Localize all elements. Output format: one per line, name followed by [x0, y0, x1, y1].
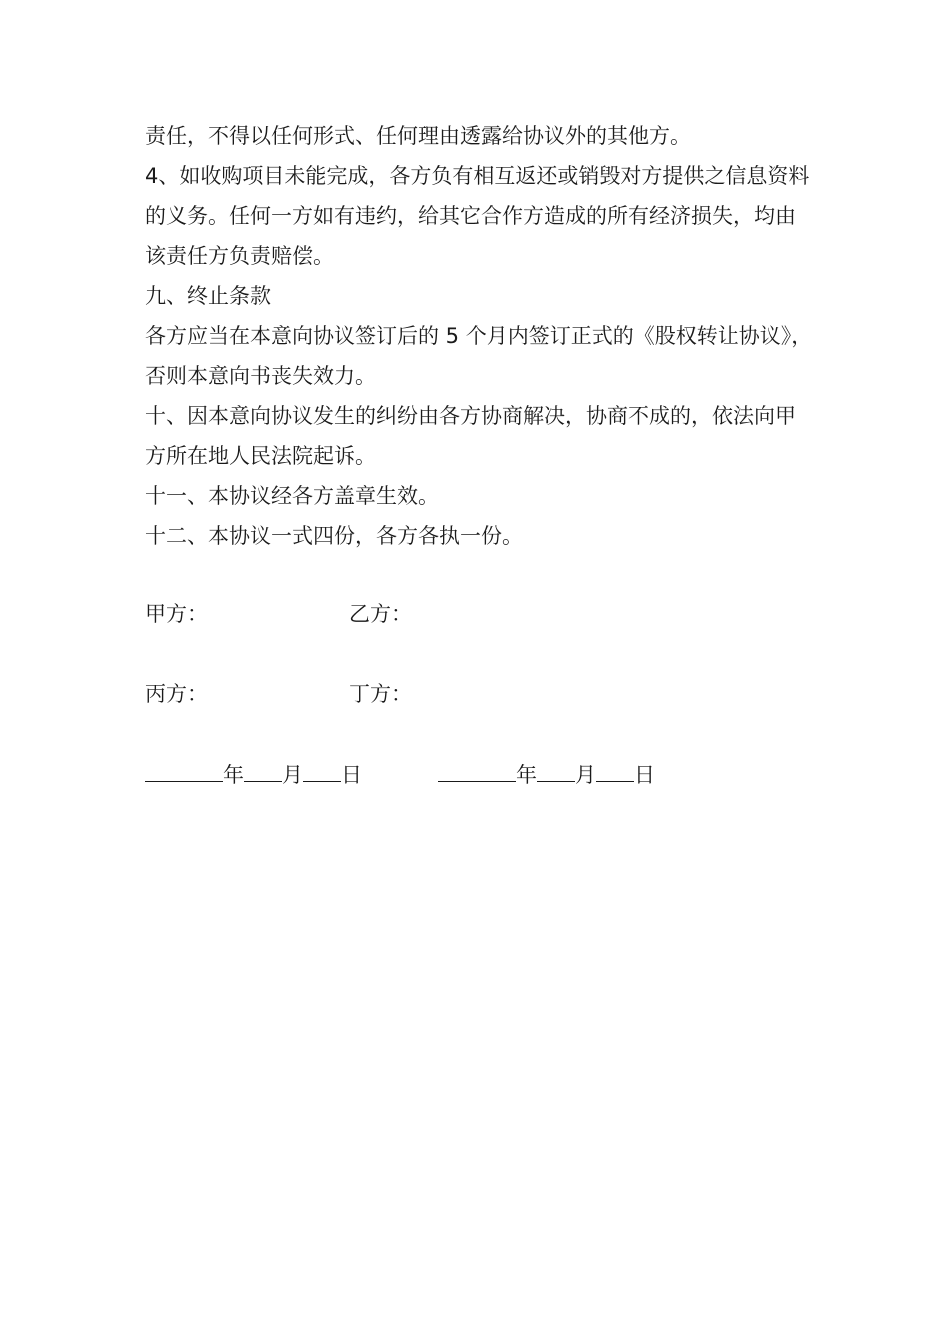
month-label: 月: [575, 763, 596, 787]
date-row: [145, 759, 815, 789]
month-blank: [537, 759, 575, 782]
month-label: 月: [282, 763, 303, 787]
day-label: 日: [341, 763, 362, 787]
paragraph-clause-4: 4、如收购项目未能完成，各方负有相互返还或销毁对方提供之信息资料的义务。任何一方如有违约，给其它合作方造成的所有经济损失，均由该责任方负责赔偿。: [145, 164, 810, 268]
party-b-label: 乙方：: [349, 602, 412, 626]
day-label: 日: [634, 763, 655, 787]
paragraph-confidentiality-end: 责任，不得以任何形式、任何理由透露给协议外的其他方。: [145, 124, 691, 148]
year-blank: [438, 759, 516, 782]
section-heading-termination: 九、终止条款: [145, 284, 271, 308]
month-blank: [244, 759, 282, 782]
paragraph-clause-11-effective: 十一、本协议经各方盖章生效。: [145, 484, 439, 508]
paragraph-clause-12-copies: 十二、本协议一式四份，各方各执一份。: [145, 524, 523, 548]
party-c-label: 丙方：: [145, 682, 208, 706]
year-label: 年: [223, 763, 244, 787]
date-left: [145, 759, 362, 790]
date-right: [438, 759, 655, 790]
day-blank: [596, 759, 634, 782]
day-blank: [303, 759, 341, 782]
year-blank: [145, 759, 223, 782]
year-label: 年: [516, 763, 537, 787]
agreement-body: [145, 116, 815, 556]
paragraph-termination: 各方应当在本意向协议签订后的 5 个月内签订正式的《股权转让协议》，否则本意向书丧失效力。: [145, 324, 813, 388]
party-a-label: 甲方：: [145, 602, 208, 626]
party-d-label: 丁方：: [349, 682, 412, 706]
signature-row-ab: [145, 599, 815, 629]
signature-row-cd: [145, 679, 815, 709]
paragraph-clause-10-dispute: 十、因本意向协议发生的纠纷由各方协商解决，协商不成的，依法向甲方所在地人民法院起诉。: [145, 404, 796, 468]
